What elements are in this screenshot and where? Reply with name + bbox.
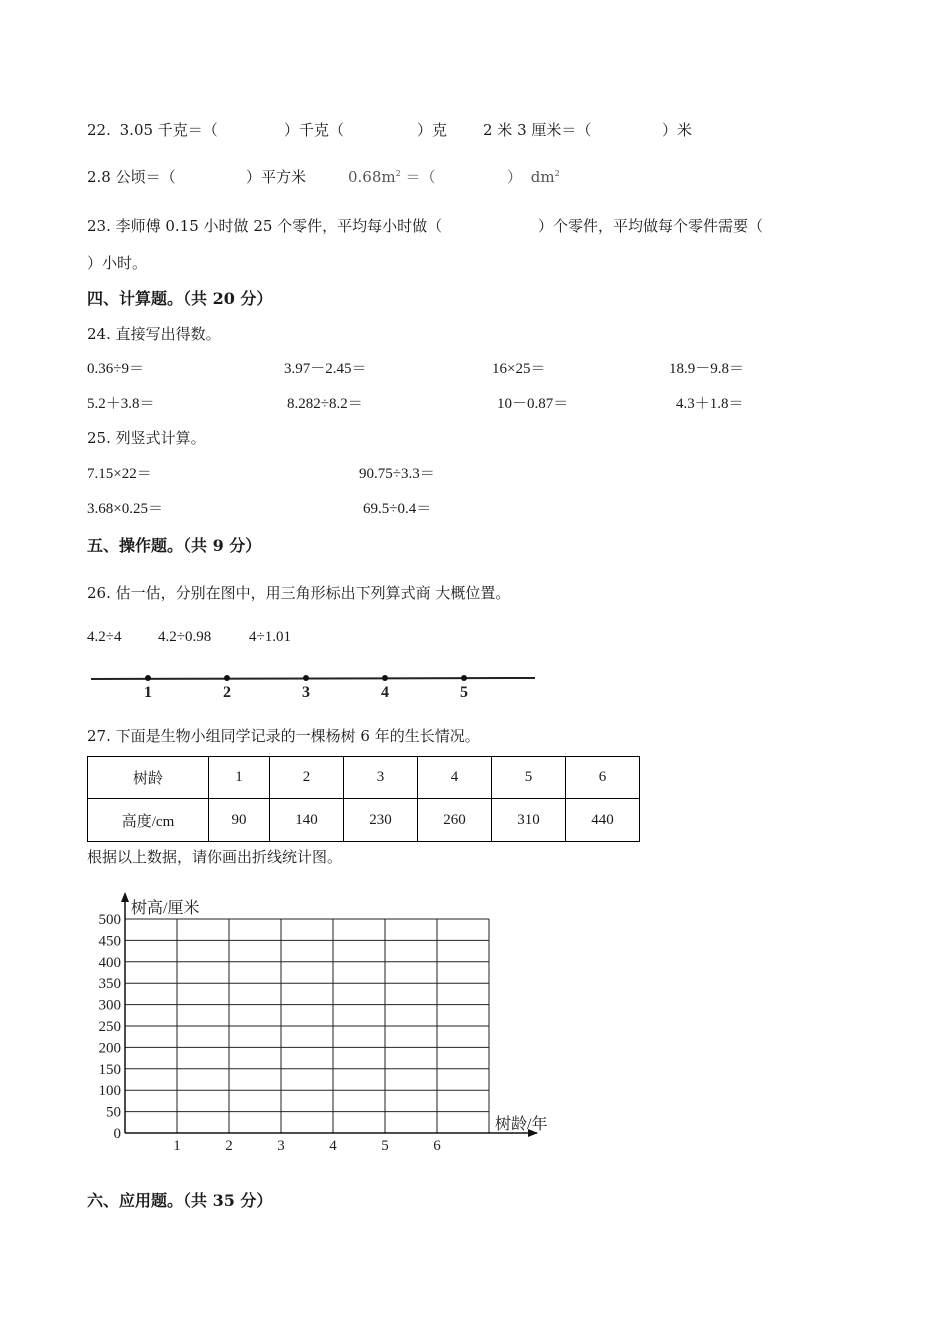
height-cell: 90 bbox=[209, 799, 270, 842]
y-tick-label: 0 bbox=[113, 1126, 121, 1142]
q24-r1-c1: 0.36÷9＝ bbox=[87, 361, 144, 377]
section6-title: 六、应用题。（共 35 分） bbox=[87, 1191, 273, 1210]
q22-line2-b: ）平方米 bbox=[246, 168, 307, 186]
q22-part-b: ）千克（ bbox=[284, 121, 345, 139]
row-header-height: 高度/cm bbox=[88, 799, 209, 842]
table-row-height bbox=[88, 799, 640, 842]
q24-r2-c1: 5.2＋3.8＝ bbox=[87, 396, 155, 412]
q22-dm-unit: dm bbox=[530, 168, 555, 186]
q26-title: 26. 估一估，分别在图中，用三角形标出下列算式商 大概位置。 bbox=[87, 584, 511, 602]
q24-r2-c2: 8.282÷8.2＝ bbox=[287, 396, 363, 412]
x-tick-label: 3 bbox=[277, 1138, 285, 1154]
number-line-dot bbox=[303, 675, 309, 681]
y-tick-label: 500 bbox=[98, 912, 121, 928]
number-line-dot bbox=[461, 675, 467, 681]
q22-line2-a: 2.8 公顷＝（ bbox=[87, 168, 176, 186]
row-header-age: 树龄 bbox=[88, 757, 209, 799]
q23-line2: ）小时。 bbox=[87, 254, 148, 272]
q22-area-value: 0.68m bbox=[348, 168, 396, 186]
y-tick-label: 450 bbox=[98, 933, 121, 950]
q22-dm-exp: 2 bbox=[554, 169, 560, 178]
number-line-axis bbox=[91, 678, 535, 679]
blank-line-chart bbox=[85, 890, 565, 1160]
age-cell: 5 bbox=[492, 757, 566, 799]
y-axis-arrow bbox=[121, 892, 129, 902]
age-cell: 2 bbox=[270, 757, 344, 799]
q22-line2-e bbox=[507, 166, 560, 187]
q23-line1-b: ）个零件，平均做每个零件需要（ bbox=[538, 217, 764, 235]
q22-number: 22. bbox=[87, 121, 111, 139]
y-tick-label: 400 bbox=[98, 954, 121, 971]
q22-part-e: ）米 bbox=[662, 121, 693, 139]
height-cell: 230 bbox=[344, 799, 418, 842]
section4-title: 四、计算题。（共 20 分） bbox=[87, 289, 273, 308]
y-tick-label: 300 bbox=[98, 997, 121, 1014]
q26-expr-2: 4.2÷0.98 bbox=[158, 629, 212, 645]
q24-r1-c2: 3.97－2.45＝ bbox=[284, 361, 367, 377]
q26-expr-3: 4÷1.01 bbox=[249, 629, 291, 645]
x-tick-label: 2 bbox=[225, 1138, 233, 1154]
number-line-label: 4 bbox=[381, 684, 389, 701]
number-line-dot bbox=[382, 675, 388, 681]
age-cell: 6 bbox=[566, 757, 640, 799]
table-row-age bbox=[88, 757, 640, 799]
q22-line2-c bbox=[348, 166, 436, 187]
x-tick-label: 4 bbox=[329, 1138, 337, 1154]
number-line bbox=[88, 666, 548, 706]
q24-r2-c4: 4.3＋1.8＝ bbox=[676, 396, 744, 412]
q25-r2-c2: 69.5÷0.4＝ bbox=[363, 501, 432, 517]
q24-r2-c3: 10－0.87＝ bbox=[497, 396, 569, 412]
q22-part-c: ）克 bbox=[417, 121, 448, 139]
q24-r1-c3: 16×25＝ bbox=[492, 361, 546, 377]
number-line-label: 1 bbox=[144, 684, 152, 701]
q25-r1-c1: 7.15×22＝ bbox=[87, 466, 152, 482]
y-tick-label: 150 bbox=[98, 1061, 121, 1078]
height-cell: 260 bbox=[418, 799, 492, 842]
q25-r2-c1: 3.68×0.25＝ bbox=[87, 501, 163, 517]
x-tick-label: 1 bbox=[173, 1138, 181, 1154]
q23-line1-a: 23. 李师傅 0.15 小时做 25 个零件，平均每小时做（ bbox=[87, 217, 443, 235]
height-cell: 140 bbox=[270, 799, 344, 842]
q27-instruction: 根据以上数据，请你画出折线统计图。 bbox=[87, 848, 343, 866]
q25-title: 25. 列竖式计算。 bbox=[87, 429, 206, 447]
q22-part-d: 2 米 3 厘米＝（ bbox=[483, 121, 592, 139]
q26-expr-1: 4.2÷4 bbox=[87, 629, 122, 645]
y-tick-label: 250 bbox=[98, 1019, 121, 1035]
x-tick-label: 6 bbox=[433, 1138, 441, 1154]
q24-title: 24. 直接写出得数。 bbox=[87, 325, 221, 343]
q27-title: 27. 下面是生物小组同学记录的一棵杨树 6 年的生长情况。 bbox=[87, 727, 480, 745]
x-axis-title: 树龄/年 bbox=[495, 1116, 548, 1133]
y-tick-label: 200 bbox=[98, 1040, 121, 1057]
height-cell: 310 bbox=[492, 799, 566, 842]
height-cell: 440 bbox=[566, 799, 640, 842]
number-line-label: 2 bbox=[223, 684, 231, 701]
x-tick-label: 5 bbox=[381, 1138, 389, 1154]
number-line-label: 5 bbox=[460, 684, 468, 701]
q24-r1-c4: 18.9－9.8＝ bbox=[669, 361, 745, 377]
q22-equals-paren: ＝（ bbox=[405, 168, 436, 186]
y-tick-label: 50 bbox=[106, 1104, 121, 1121]
q22-area-exp: 2 bbox=[395, 169, 401, 178]
q22-part-a: 3.05 千克＝（ bbox=[119, 121, 218, 139]
q22-close-paren: ） bbox=[507, 168, 523, 186]
y-tick-label: 350 bbox=[98, 976, 121, 993]
y-axis-title: 树高/厘米 bbox=[131, 900, 200, 917]
y-tick-label: 100 bbox=[98, 1083, 121, 1100]
age-cell: 1 bbox=[209, 757, 270, 799]
number-line-dot bbox=[224, 675, 230, 681]
growth-table bbox=[87, 756, 640, 842]
age-cell: 4 bbox=[418, 757, 492, 799]
section5-title: 五、操作题。（共 9 分） bbox=[87, 536, 262, 555]
age-cell: 3 bbox=[344, 757, 418, 799]
q25-r1-c2: 90.75÷3.3＝ bbox=[359, 466, 435, 482]
q22-line1 bbox=[87, 119, 218, 140]
number-line-dot bbox=[145, 675, 151, 681]
number-line-label: 3 bbox=[302, 684, 310, 701]
